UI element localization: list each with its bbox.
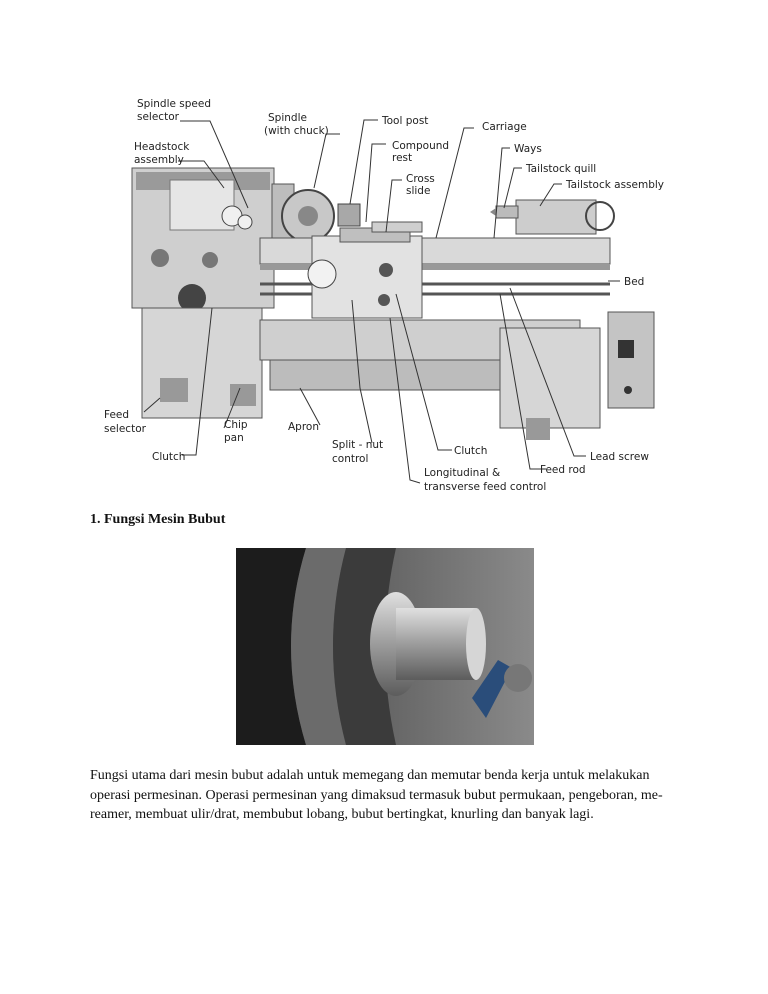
label-bed: Bed bbox=[624, 276, 645, 288]
label-lead-screw: Lead screw bbox=[590, 451, 649, 463]
lathe-turning-photo bbox=[236, 548, 534, 745]
label-cross-slide: Cross slide bbox=[406, 173, 435, 197]
label-ways: Ways bbox=[514, 143, 542, 155]
label-feed-rod: Feed rod bbox=[540, 464, 586, 476]
label-feed-selector: Feed selector bbox=[104, 409, 146, 435]
label-split-nut-control: Split - nut control bbox=[332, 439, 384, 465]
label-longitudinal-transverse-feed-control: Longitudinal & transverse feed control bbox=[424, 467, 547, 493]
lathe-machine-illustration bbox=[132, 168, 654, 440]
label-tool-post: Tool post bbox=[382, 115, 429, 127]
label-spindle: Spindle (with chuck) bbox=[264, 112, 329, 137]
label-chip-pan: Chip pan bbox=[224, 419, 248, 444]
section-paragraph: Fungsi utama dari mesin bubut adalah untuk memegang dan memutar benda kerja untuk melakukan operasi permesinan. Operasi permesinan yang dimaksud termasuk bubut permukaan, pengeboran, me-reamer, membuat ulir/drat, membubut lobang, bubut bertingkat, knurling dan banyak lagi. bbox=[90, 768, 663, 822]
lathe-diagram bbox=[100, 88, 672, 500]
label-clutch-right: Clutch bbox=[454, 445, 488, 457]
label-spindle-speed-selector: Spindle speed selector bbox=[137, 98, 212, 123]
label-tailstock-assembly: Tailstock assembly bbox=[566, 179, 665, 191]
label-tailstock-quill: Tailstock quill bbox=[526, 163, 597, 175]
section-heading: 1. Fungsi Mesin Bubut bbox=[90, 512, 226, 527]
label-apron: Apron bbox=[288, 421, 320, 433]
label-carriage: Carriage bbox=[482, 121, 527, 133]
label-headstock-assembly: Headstock assembly bbox=[134, 141, 190, 166]
label-clutch-left: Clutch bbox=[152, 451, 186, 463]
label-compound-rest: Compound rest bbox=[392, 140, 450, 164]
